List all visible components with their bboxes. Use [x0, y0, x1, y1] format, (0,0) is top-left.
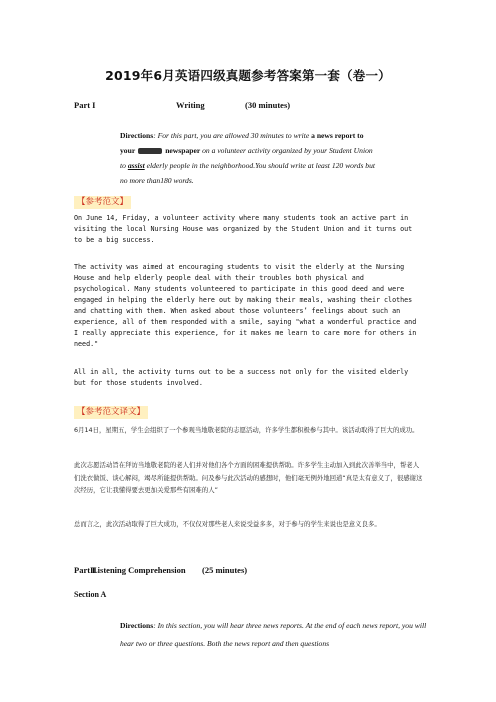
- part1-label: Part I: [74, 100, 96, 110]
- listening-directions: Directions: In this section, you will hear three news reports. At the end of each news report, you will hear two or three questions. Both the news report and then questions: [120, 621, 427, 648]
- smudge-mark: [138, 148, 162, 154]
- part2-time: (25 minutes): [202, 565, 248, 575]
- translation-paragraph-3: 总而言之，此次活动取得了巨大成功，不仅仅对那些老人来说受益多多，对于参与的学生来说也是意义良多。: [74, 520, 381, 528]
- part1-name: Writing: [176, 100, 205, 110]
- sample-paragraph-2: The activity was aimed at encouraging students to visit the elderly at the Nursing House and help elderly people deal with their troubles both physical and psychological. Many students volunteered to participate in this good deed and were engaged in helping the elderly here out by making their meals, washing their clothes and chatting with them. When asked about those volunteers’ feelings about such an experience, all of them responded with a smile, saying "what a wonderful practice and I really appreciate this experience, for it makes me learn to care more for others in need.": [74, 263, 421, 348]
- sample-paragraph-3: All in all, the activity turns out to be a success not only for the visited elderly but for those students involved.: [74, 368, 413, 387]
- section-a-heading: Section A: [74, 590, 107, 599]
- page-title: 2019年6月英语四级真题参考答案第一套（卷一）: [105, 68, 391, 83]
- translation-paragraph-2: 此次志愿活动旨在拜访当地敬老院的老人们并对他们各个方面的困难提供帮助。许多学生主动加入到此次善举当中，帮老人们洗衣做饭、谈心解闷，竭尽所能提供帮助。问及参与此次活动的感想时，他们毫无例外地回道“真是太有意义了，很感谢这次经历，它让我懂得要去更加关爱那些有困难的人”: [74, 461, 423, 494]
- part2-label: PartII: [74, 565, 97, 575]
- part2-name: Listening Comprehension: [92, 565, 186, 575]
- directions-label: Directions: [120, 131, 154, 140]
- part2-heading: [74, 565, 248, 575]
- part1-time: (30 minutes): [245, 100, 291, 110]
- writing-directions: Directions: For this part, you are allowed 30 minutes to write a news report to your newspaper on a volunteer activity organized by your Student Union to assist elderly people in the neighborhood.You should write at least 120 words but no more than180 words.: [120, 131, 375, 185]
- translation-paragraph-1: 6月14日，星期五，学生会组织了一个参观当地敬老院的志愿活动，许多学生都积极参与其中。该活动取得了巨大的成功。: [74, 426, 419, 434]
- sample-essay-tag: 【参考范文】: [74, 196, 131, 209]
- sample-paragraph-1: On June 14, Friday, a volunteer activity where many students took an active part in visiting the local Nursing House was organized by the Student Union and it turns out to be a big success.: [74, 214, 417, 244]
- directions-label: Directions: [120, 621, 154, 630]
- translation-tag: 【参考范文译文】: [74, 406, 148, 419]
